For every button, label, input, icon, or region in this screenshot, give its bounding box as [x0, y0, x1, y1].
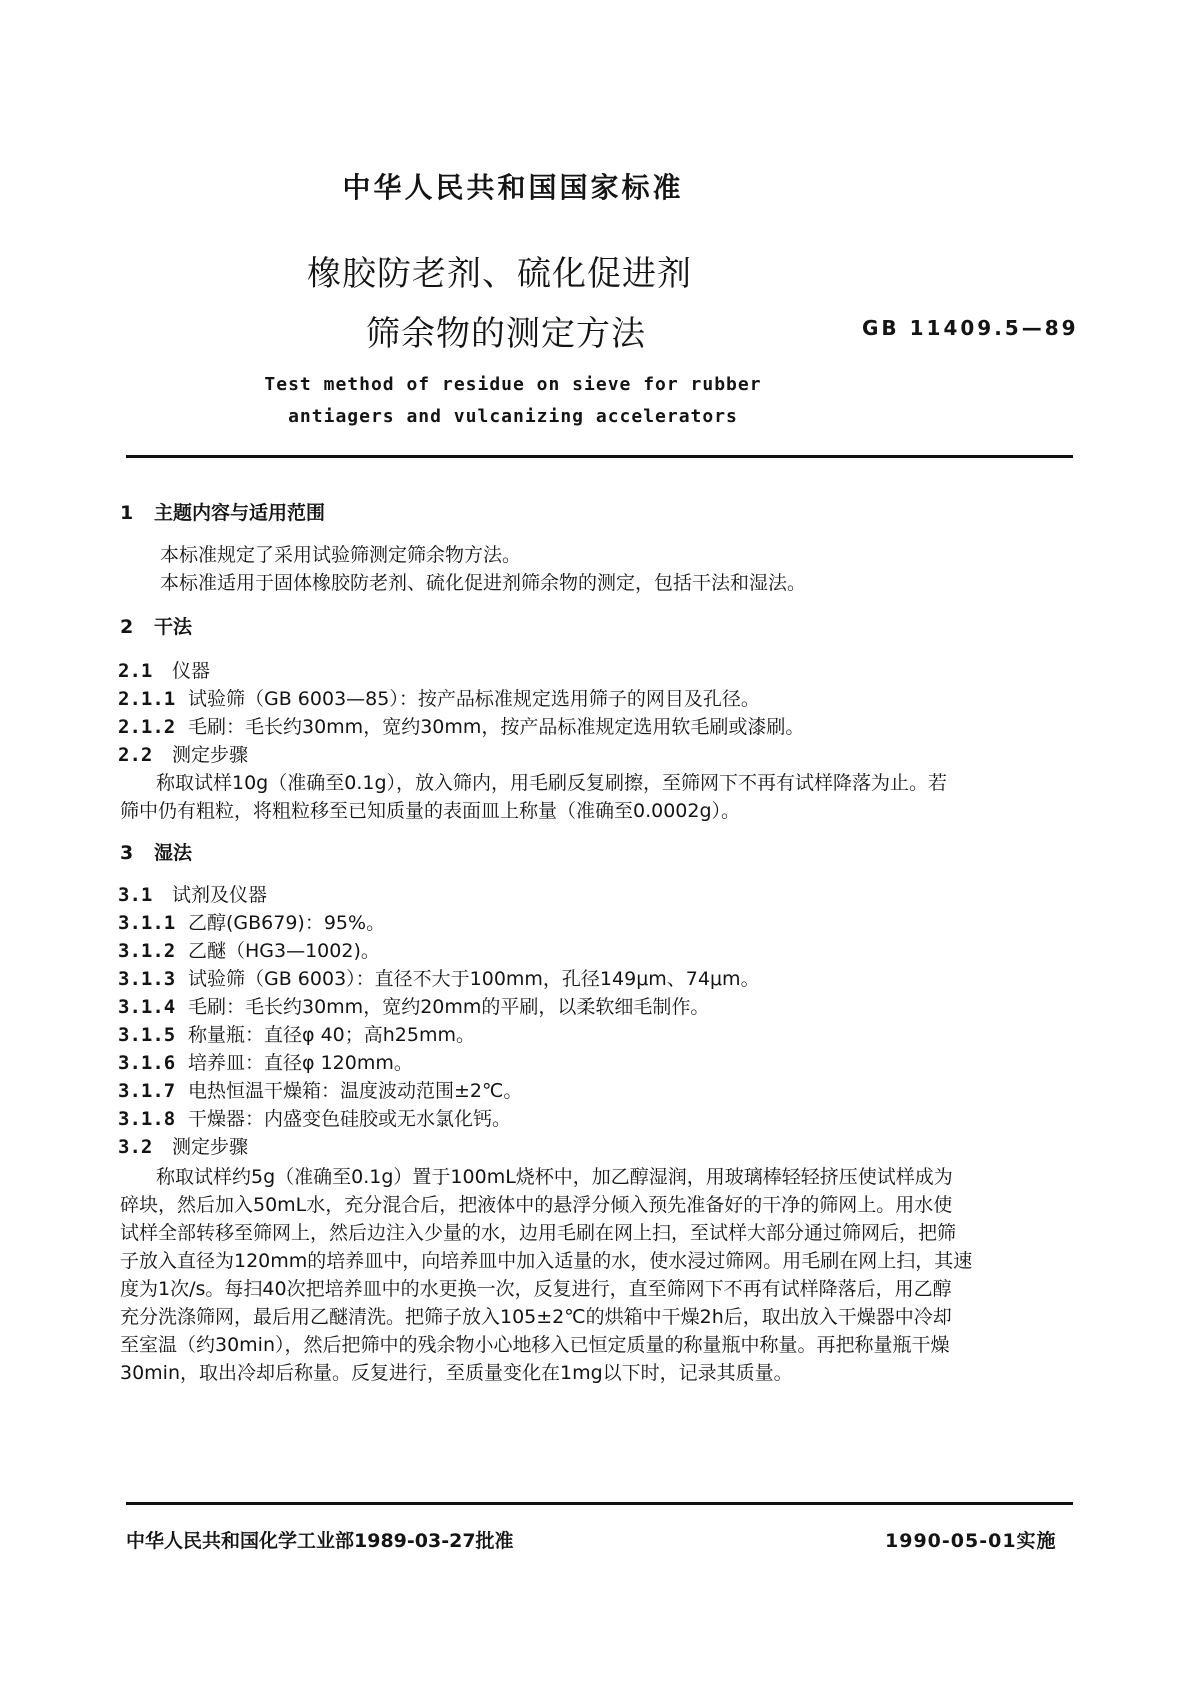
- clause-3-2-line-5: 度为1次/s。每扫40次把培养皿中的水更换一次，反复进行，直至筛网下不再有试样降落后，用乙醇: [120, 1278, 952, 1300]
- clause-2-2-line-1: 称取试样10g（准确至0.1g），放入筛内，用毛刷反复刷擦，至筛网下不再有试样降落为止。若: [156, 772, 948, 794]
- clause-text: 电热恒温干燥箱：温度波动范围±2℃。: [188, 1080, 523, 1102]
- english-title-line-2: antiagers and vulcanizing accelerators: [288, 406, 738, 427]
- clause-3-1-6: [118, 1048, 413, 1075]
- section-number: 3: [120, 842, 134, 864]
- clause-3-1-8: [118, 1104, 511, 1131]
- clause-3-1-7: [118, 1076, 522, 1103]
- section-title: 主题内容与适用范围: [154, 502, 326, 524]
- clause-number: 2.1.1: [118, 688, 176, 710]
- clause-3-2-line-4: 子放入直径为120mm的培养皿中，向培养皿中加入适量的水，使水浸过筛网。用毛刷在网上扫，其速: [120, 1250, 973, 1272]
- clause-number: 3.1.6: [118, 1052, 176, 1074]
- section-title: 湿法: [154, 842, 193, 864]
- clause-text: 乙醚（HG3—1002)。: [188, 940, 380, 962]
- clause-text: 称量瓶：直径φ 40；高h25mm。: [188, 1024, 475, 1046]
- clause-text: 试验筛（GB 6003—85）：按产品标准规定选用筛子的网目及孔径。: [188, 688, 760, 710]
- section-2-heading: [120, 612, 192, 639]
- clause-3-1-5: [118, 1020, 475, 1047]
- clause-number: 3.1.7: [118, 1080, 176, 1102]
- clause-number: 3.1.1: [118, 912, 176, 934]
- clause-number: 2.1.2: [118, 716, 176, 738]
- clause-text: 乙醇(GB679)：95%。: [188, 912, 386, 934]
- clause-text: 培养皿：直径φ 120mm。: [188, 1052, 413, 1074]
- clause-text: 试验筛（GB 6003）：直径不大于100mm，孔径149μm、74μm。: [188, 968, 760, 990]
- clause-2-2: [118, 740, 248, 767]
- clause-title: 试剂及仪器: [172, 884, 268, 906]
- english-title-line-1: Test method of residue on sieve for rubber: [264, 374, 762, 395]
- clause-3-1-4: [118, 992, 709, 1019]
- clause-3-1-1: [118, 908, 385, 935]
- clause-number: 3.1.5: [118, 1024, 176, 1046]
- section-1-paragraph-1: 本标准规定了采用试验筛测定筛余物方法。: [160, 544, 522, 566]
- section-title: 干法: [154, 616, 193, 638]
- clause-title: 测定步骤: [172, 1136, 249, 1158]
- national-standard-heading: 中华人民共和国国家标准: [342, 171, 684, 204]
- clause-number: 3.1.4: [118, 996, 176, 1018]
- clause-title: 测定步骤: [172, 744, 249, 766]
- clause-3-2-line-7: 至室温（约30min），然后把筛中的残余物小心地移入已恒定质量的称量瓶中称量。再把称量瓶干燥: [120, 1334, 950, 1356]
- clause-text: 干燥器：内盛变色硅胶或无水氯化钙。: [188, 1108, 512, 1130]
- clause-3-1-3: [118, 964, 760, 991]
- clause-3-1-2: [118, 936, 380, 963]
- clause-2-1-2: [118, 712, 804, 739]
- clause-number: 2.2: [118, 744, 153, 766]
- header-rule: [126, 455, 1073, 458]
- clause-number: 2.1: [118, 660, 153, 682]
- clause-3-2-line-1: 称取试样约5g（准确至0.1g）置于100mL烧杯中，加乙醇湿润，用玻璃棒轻轻挤压使试样成为: [156, 1166, 953, 1188]
- clause-3-2-line-3: 试样全部转移至筛网上，然后边注入少量的水，边用毛刷在网上扫，至试样大部分通过筛网后，把筛: [120, 1222, 957, 1244]
- clause-3-2-line-2: 碎块，然后加入50mL水，充分混合后，把液体中的悬浮分倾入预先准备好的干净的筛网上。用水使: [120, 1194, 953, 1216]
- effective-date: 1990-05-01实施: [885, 1530, 1057, 1552]
- clause-title: 仪器: [172, 660, 211, 682]
- standard-code: GB 11409.5—89: [862, 316, 1079, 340]
- clause-text: 毛刷：毛长约30mm，宽约30mm，按产品标准规定选用软毛刷或漆刷。: [188, 716, 805, 738]
- section-number: 2: [120, 616, 134, 638]
- section-3-heading: [120, 838, 192, 865]
- title-line-1: 橡胶防老剂、硫化促进剂: [307, 254, 692, 294]
- clause-number: 3.1.8: [118, 1108, 176, 1130]
- clause-text: 毛刷：毛长约30mm，宽约20mm的平刷，以柔软细毛制作。: [188, 996, 710, 1018]
- approval-line: 中华人民共和国化学工业部1989-03-27批准: [126, 1530, 514, 1552]
- clause-number: 3.2: [118, 1136, 153, 1158]
- clause-2-1-1: [118, 684, 760, 711]
- footer-rule: [126, 1502, 1073, 1505]
- clause-3-2-line-8: 30min，取出冷却后称量。反复进行，至质量变化在1mg以下时，记录其质量。: [120, 1362, 793, 1384]
- clause-number: 3.1: [118, 884, 153, 906]
- clause-number: 3.1.3: [118, 968, 176, 990]
- clause-2-2-line-2: 筛中仍有粗粒，将粗粒移至已知质量的表面皿上称量（准确至0.0002g）。: [120, 800, 741, 822]
- clause-number: 3.1.2: [118, 940, 176, 962]
- title-line-2: 筛余物的测定方法: [366, 314, 646, 354]
- section-1-heading: [120, 498, 325, 525]
- clause-3-2: [118, 1132, 248, 1159]
- clause-3-2-line-6: 充分洗涤筛网，最后用乙醚清洗。把筛子放入105±2℃的烘箱中干燥2h后，取出放入干燥器中冷却: [120, 1306, 952, 1328]
- clause-2-1: [118, 656, 210, 683]
- section-1-paragraph-2: 本标准适用于固体橡胶防老剂、硫化促进剂筛余物的测定，包括干法和湿法。: [160, 572, 807, 594]
- section-number: 1: [120, 502, 134, 524]
- clause-3-1: [118, 880, 267, 907]
